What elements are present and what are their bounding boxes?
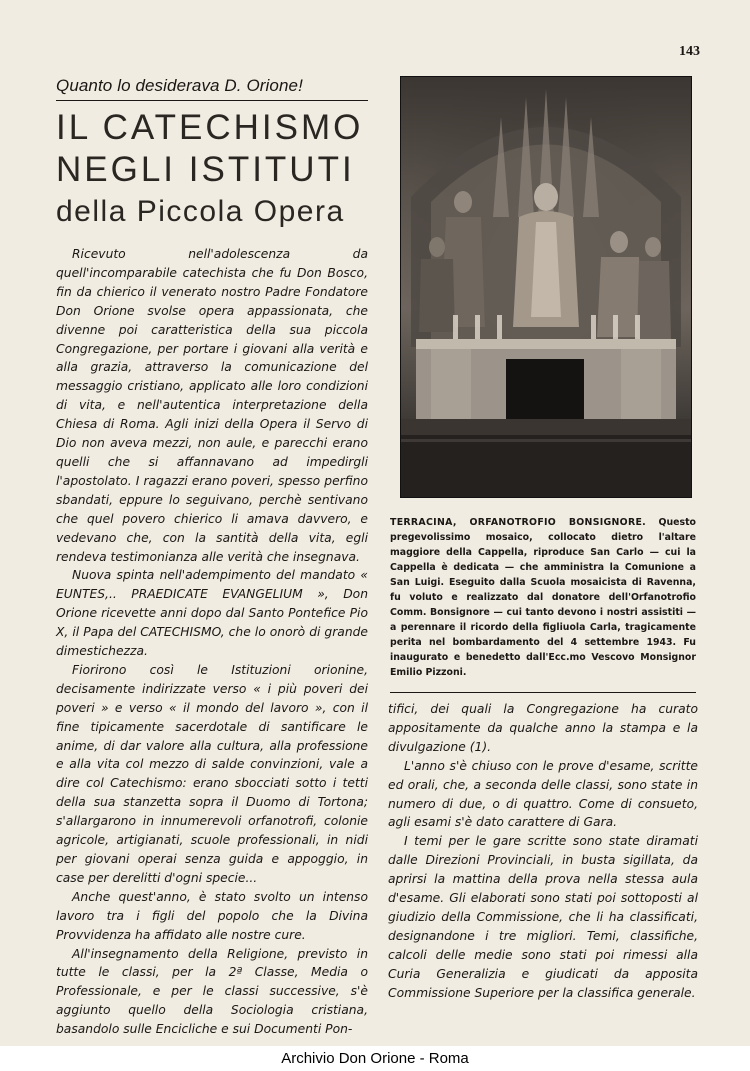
paragraph: I temi per le gare scritte sono state diramati dalle Direzioni Provinciali, in busta sigillata, da aprirsi la mattina della prova nella stessa aula d'esame. Gli elaborati sono stati poi sottoposti al giudizio della Commissione, che li ha classificati, designandone i tre migliori. Temi, classifiche, calcoli delle medie sono stati poi rimessi alla Curia Generalizia e giudicati da apposita Commissione Superiore per la classifica generale. — [388, 834, 698, 1000]
archive-footer: Archivio Don Orione - Roma — [0, 1046, 750, 1071]
title-line-1: IL CATECHISMO — [56, 108, 364, 147]
left-body-text — [56, 245, 368, 1039]
caption-text: Questo pregevolissimo mosaico, collocato dietro l'altare maggiore della Cappella, riproduce San Carlo — cui la Cappella è dedicata — che amministra la Comunione a San Luigi. Eseguito dalla Scuola mosaicista di Ravenna, fu voluto e realizzato dal donatore dell'Orfanotrofio Comm. Bonsignore — cui tanto devono i nostri assistiti — a perennare il ricordo della figliuola Carla, tragicamente perita nel bombardamento del 4 settembre 1943. Fu inaugurato e benedetto dall'Ecc.mo Vescovo Monsignor Emilio Pizzoni. — [390, 517, 696, 678]
page-number: 143 — [679, 44, 700, 59]
paragraph: Fiorirono così le Istituzioni orionine, decisamente indirizzate verso « i più poveri dei poveri » e verso « il mondo del lavoro », con il fine tipicamente sacerdotale di santificare le anime, di dar valore alla cultura, alla professione e alla vita col mezzo di salde convinzioni, vale a dire col Catechismo: erano sbocciati sotto i tetti della sua stanzetta sopra il Duomo di Tortona; s'allargarono in innumerevoli orfanotrofi, colonie agricole, artigianati, scuole professionali, in nidi per giovani operai senza guida e appoggio, in case per derelitti d'ogni specie... — [56, 662, 368, 885]
paragraph: Nuova spinta nell'adempimento del mandato « EUNTES,.. PRAEDICATE EVANGELIUM », Don Orione ricevette anni dopo dal Santo Pontefice Pio X, il Papa del CATECHISMO, che lo onorò di grande dimestichezza. — [56, 568, 368, 659]
caption-heading: TERRACINA, ORFANOTROFIO BONSIGNORE. — [390, 517, 647, 528]
paragraph: Anche quest'anno, è stato svolto un intenso lavoro tra i figli del popolo che la Divina Provvidenza ha affidato alle nostre cure. — [56, 889, 368, 942]
mosaic-photo-drawing — [401, 77, 691, 497]
caption-divider — [390, 692, 696, 693]
title-line-2: NEGLI ISTITUTI — [56, 150, 355, 189]
photo-caption — [390, 515, 696, 680]
paragraph: L'anno s'è chiuso con le prove d'esame, scritte ed orali, che, a seconda delle classi, sono state in numero di due, o di quattro. Come di consueto, agli esami s'è dato carattere di Gara. — [388, 758, 698, 830]
title-line-3: della Piccola Opera — [56, 195, 345, 228]
mosaic-photo — [400, 76, 692, 498]
right-body-text — [388, 700, 698, 1003]
paragraph: All'insegnamento della Religione, previsto in tutte le classi, per la 2ª Classe, Media o Professionale, e per le classi successive, s'è aggiunto quello della Sociologia cristiana, basandolo sulle Encicliche e sui Documenti Pon- — [56, 946, 368, 1037]
paragraph: tifici, dei quali la Congregazione ha curato appositamente da qualche anno la stampa e la divulgazione (1). — [388, 702, 698, 754]
left-column — [56, 76, 368, 1039]
article-title — [56, 107, 368, 233]
paragraph: Ricevuto nell'adolescenza da quell'incomparabile catechista che fu Don Bosco, fin da chierico il venerato nostro Padre Fondatore Don Orione svolse opera appassionata, che divenne poi caratteristica della sua piccola Congregazione, per portare i giovani alla verità e alla grazia, attraverso la comunicazione del messaggio cristiano, applicato alle loro condizioni di vita, e nell'autentica interpretazione della Chiesa di Roma. Agli inizi della Opera il Servo di Dio non aveva mezzi, non aule, e parecchi erano quelli che si affannavano ad impedirgli l'apostolato. I ragazzi erano poveri, spesso perfino sbandati, eppure lo seguivano, perchè sentivano che quel povero chierico li amava davvero, e vedevano che, con la santità della vita, egli rendeva testimonianza alle verità che insegnava. — [56, 247, 368, 564]
kicker-line: Quanto lo desiderava D. Orione! — [56, 76, 368, 101]
